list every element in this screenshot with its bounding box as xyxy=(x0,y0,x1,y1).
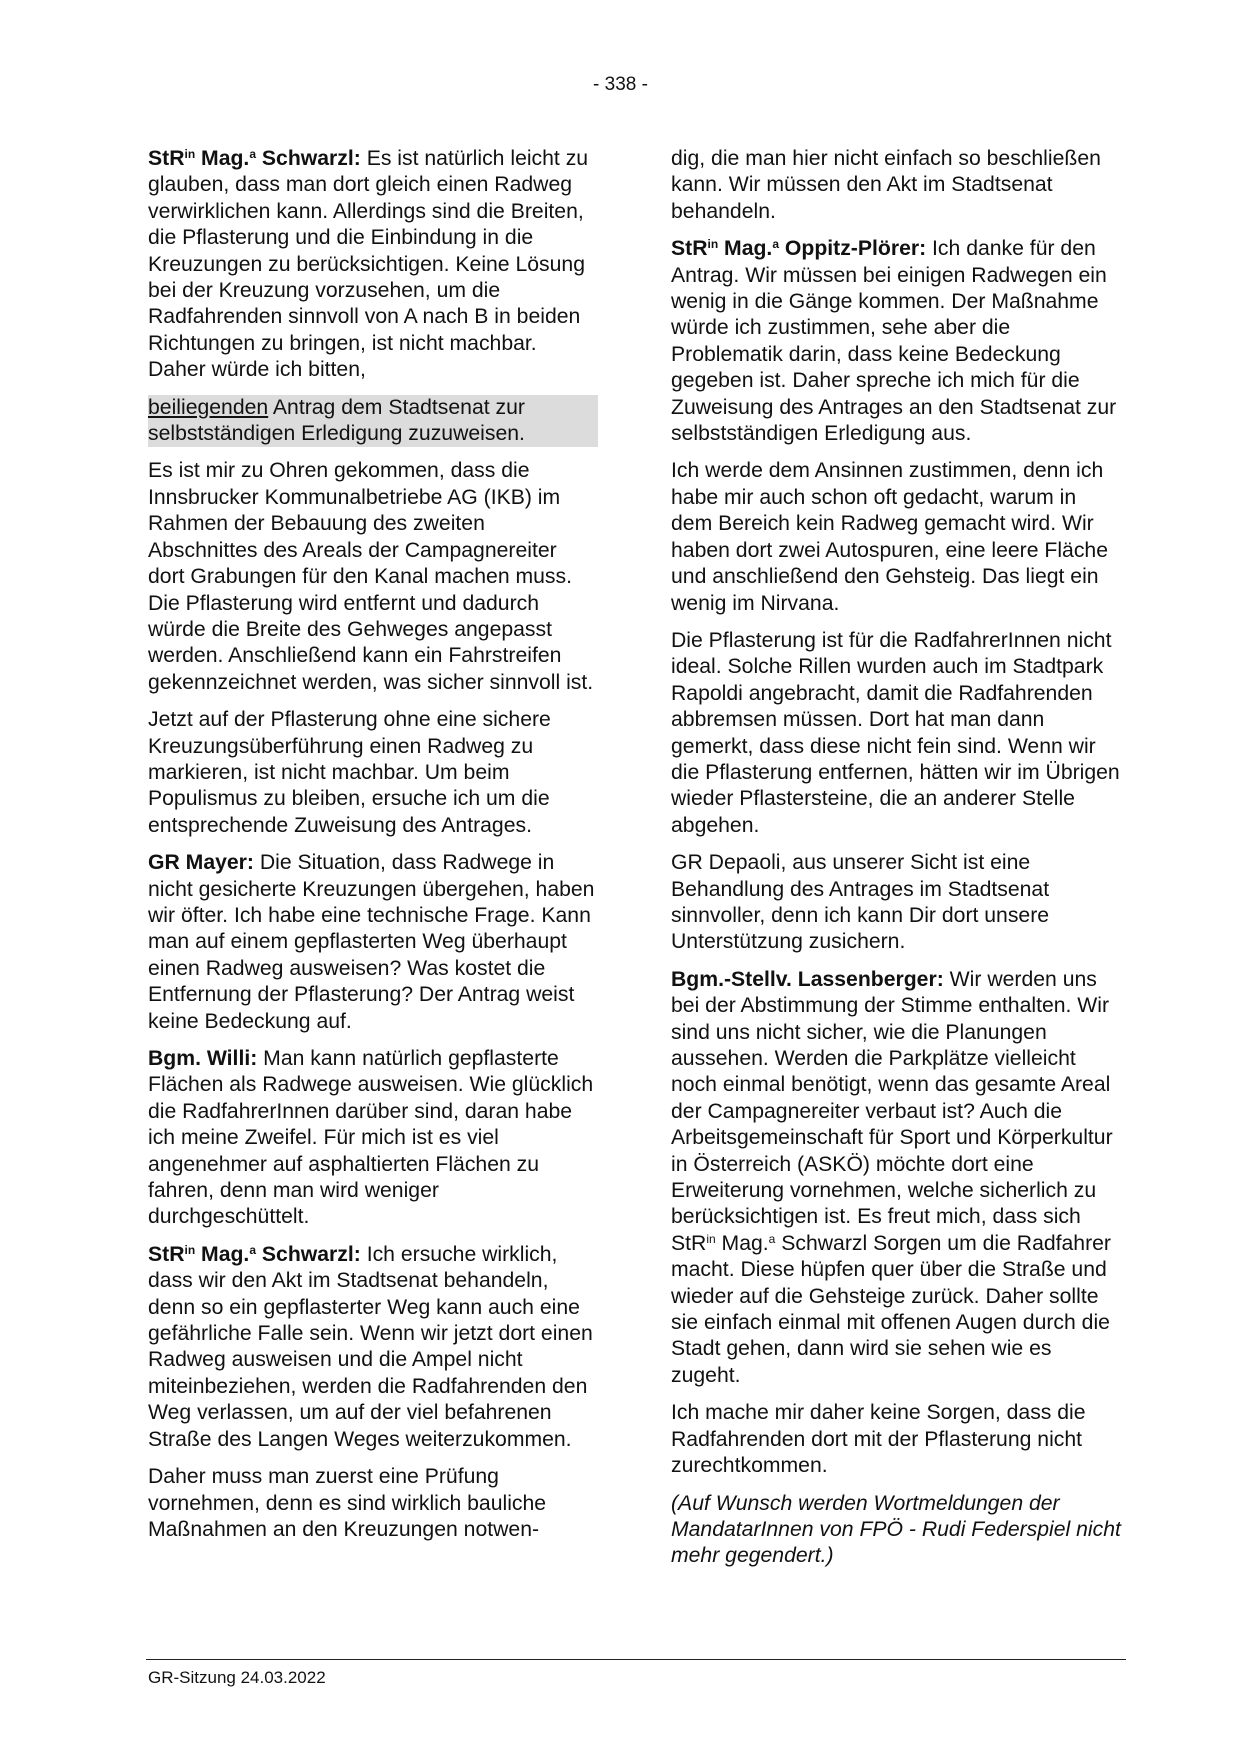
paragraph-text: Die Situation, dass Radwege in nicht gesicherte Kreuzungen übergehen, haben wir öfter. Ich habe eine technische Frage. Kann man auf einem gepflasterten Weg überhaupt einen Radweg ausweisen? Was kostet die Entfernung der Pflasterung? Der Antrag weist keine Bedeckung auf. xyxy=(148,851,595,1033)
paragraph-text: dig, die man hier nicht einfach so beschließen kann. Wir müssen den Akt im Stadtsenat behandeln. xyxy=(671,147,1101,223)
paragraph-text: Ich werde dem Ansinnen zustimmen, denn ich habe mir auch schon oft gedacht, warum in dem Bereich kein Radweg gemacht wird. Wir haben dort zwei Autospuren, eine leere Fläche und anschließend den Gehsteig. Das liegt ein wenig im Nirvana. xyxy=(671,459,1108,615)
paragraph-willi xyxy=(148,1046,598,1231)
paragraph-text: Ich mache mir daher keine Sorgen, dass die Radfahrenden dort mit der Pflasterung nicht zurechtkommen. xyxy=(671,1401,1086,1478)
paragraph-schwarzl-1 xyxy=(148,146,598,384)
footer-session-date: GR-Sitzung 24.03.2022 xyxy=(148,1668,326,1687)
paragraph-lassenberger: Bgm.-Stellv. Lassenberger: Wir werden uns bei der Abstimmung der Stimme enthalten. Wir sind uns nicht sicher, wie die Planungen aussehen. Werden die Parkplätze vielleicht noch einmal benötigt, wenn das gesamte Areal der Campagnereiter verbaut ist? Auch die Arbeitsgemeinschaft für Sport und Körperkultur in Österreich (ASKÖ) möchte dort eine Erweiterung vornehmen, welche sicherlich zu berücksichtigen ist. Es freut mich, dass sich StR$^{in}$ Mag.$^a$ Schwarzl Sorgen um die Radfahrer macht. Diese hüpfen quer über die Straße und wieder auf die Gehsteige zurück. Daher sollte sie einfach einmal mit offenen Augen durch die Stadt gehen, dann wird sie sehen wie es zugeht. xyxy=(671,967,1113,1387)
motion-underlined-word: beiliegenden xyxy=(148,395,269,419)
paragraph-text: Es ist natürlich leicht zu glauben, dass man dort gleich einen Radweg verwirklichen kann. Allerdings sind die Breiten, die Pflasterung und die Einbindung in die Kreuzungen zu berücksichtigen. Keine Lösung bei der Kreuzung vorzusehen, um die Radfahrenden sinnvoll von A nach B in beiden Richtungen zu bringen, ist nicht machbar. Daher würde ich bitten, xyxy=(148,147,589,382)
motion-highlight xyxy=(148,395,598,448)
motion-text: Antrag dem Stadtsenat zur selbstständigen Erledigung zuzuweisen. xyxy=(148,395,525,446)
paragraph-text: Jetzt auf der Pflasterung ohne eine sichere Kreuzungsüberführung einen Radweg zu markieren, ist nicht machbar. Um beim Populismus zu bleiben, ersuche ich um die entsprechende Zuweisung des Antrages. xyxy=(148,708,551,837)
paragraph-text: Ich danke für den Antrag. Wir müssen bei einigen Radwegen ein wenig in die Gänge kommen. Der Maßnahme würde ich zustimmen, sehe aber die Problematik darin, dass keine Bedeckung gegeben ist. Daher spreche ich mich für die Zuweisung des Antrages an den Stadtsenat zur selbstständigen Erledigung aus. xyxy=(671,237,1117,446)
paragraph-text: Es ist mir zu Ohren gekommen, dass die Innsbrucker Kommunalbetriebe AG (IKB) im Rahmen der Bebauung des zweiten Abschnittes des Areals der Campagnereiter dort Grabungen für den Kanal machen muss. Die Pflasterung wird entfernt und dadurch würde die Breite des Gehweges angepasst werden. Anschließend kann ein Fahrstreifen gekennzeichnet werden, was sicher sinnvoll ist. xyxy=(148,459,594,694)
speaker-name: Bgm. Willi: xyxy=(148,1047,258,1070)
page-number: - 338 - xyxy=(593,74,648,95)
speaker-name: GR Mayer: xyxy=(148,851,254,875)
paragraph-oppitz-ploerer xyxy=(671,236,1121,447)
footer-divider xyxy=(146,1659,1126,1660)
paragraph-text: GR Depaoli, aus unserer Sicht ist eine Behandlung des Antrages im Stadtsenat sinnvoller, denn ich kann Dir dort unsere Unterstützung zusichern. xyxy=(671,851,1050,954)
editorial-note: (Auf Wunsch werden Wortmeldungen der MandatarInnen von FPÖ - Rudi Federspiel nicht mehr gegendert.) xyxy=(671,1491,1121,1568)
speaker-name: StR$^{in}$ Mag.$^a$ Schwarzl: xyxy=(148,147,361,170)
paragraph-text: Ich ersuche wirklich, dass wir den Akt im Stadtsenat behandeln, denn so ein gepflasterter Weg kann auch eine gefährliche Falle sein. Wenn wir jetzt dort einen Radweg ausweisen und die Ampel nicht miteinbeziehen, werden die Radfahrenden den Weg verlassen, um auf der viel befahrenen Straße des Langen Weges weiterzukommen. xyxy=(148,1242,593,1451)
right-column xyxy=(671,146,1121,1581)
paragraph-text: Man kann natürlich gepflasterte Flächen als Radwege ausweisen. Wie glücklich die RadfahrerInnen darüber sind, daran habe ich meine Zweifel. Für mich ist es viel angenehmer auf asphaltierten Flächen zu fahren, denn man wird weniger durchgeschüttelt. xyxy=(148,1047,594,1229)
speaker-name: StR$^{in}$ Mag.$^a$ Oppitz-Plörer: xyxy=(671,237,927,261)
paragraph-text: Daher muss man zuerst eine Prüfung vornehmen, denn es sind wirklich bauliche Maßnahmen an den Kreuzungen notwen- xyxy=(148,1465,547,1541)
paragraph-text: Wir werden uns bei der Abstimmung der Stimme enthalten. Wir sind uns nicht sicher, wie die Planungen aussehen. Werden die Parkplätze vielleicht noch einmal benötigt, wenn das gesamte Areal der Campagnereiter verbaut ist? Auch die Arbeitsgemeinschaft für Sport und Körperkultur in Österreich (ASKÖ) möchte dort eine Erweiterung vornehmen, welche sicherlich zu berücksichtigen ist. Es freut mich, dass sich StR xyxy=(671,967,1113,1255)
speaker-name: StR$^{in}$ Mag.$^a$ Schwarzl: xyxy=(148,1242,361,1266)
left-column xyxy=(148,146,598,1554)
speaker-name: Bgm.-Stellv. Lassenberger: xyxy=(671,967,944,991)
paragraph-text: Die Pflasterung ist für die RadfahrerInnen nicht ideal. Solche Rillen wurden auch im Stadtpark Rapoldi angebracht, damit die Radfahrenden abbremsen müssen. Dort hat man dann gemerkt, dass diese nicht fein sind. Wenn wir die Pflasterung entfernen, hätten wir im Übrigen wieder Pflastersteine, die an anderer Stelle abgehen. xyxy=(671,628,1120,837)
paragraph-mayer xyxy=(148,850,598,1035)
paragraph-schwarzl-2 xyxy=(148,1242,598,1453)
